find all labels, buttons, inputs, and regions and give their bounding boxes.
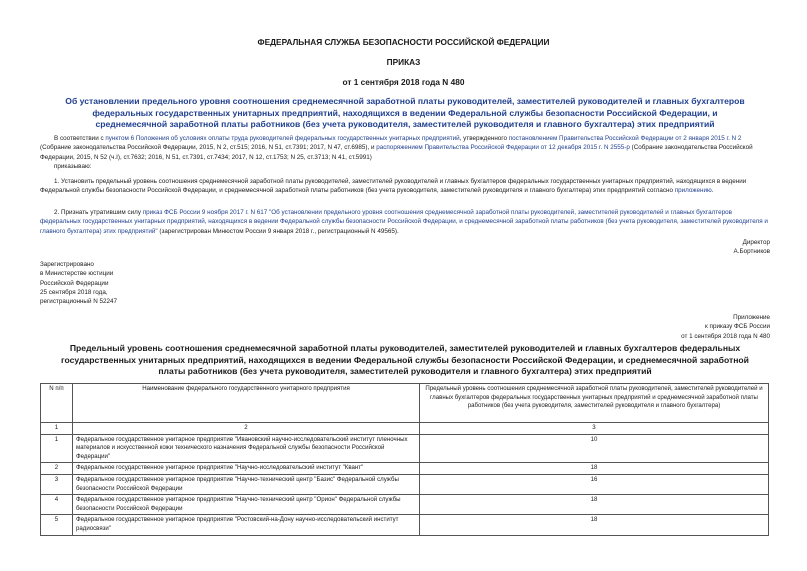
enterprise-name-cell: Федеральное государственное унитарное предприятие "Научно-технический центр "Базис" Федеральной службы безопасности Российской Федерации [73, 474, 420, 494]
regulation-link[interactable]: пунктом 6 Положения об условиях оплаты труда руководителей федеральных государственных унитарных предприятий [105, 135, 460, 142]
row-number-cell: 1 [41, 434, 73, 463]
table-row [41, 463, 769, 475]
column-number-cell: 3 [420, 423, 769, 435]
row-number-cell: 2 [41, 463, 73, 475]
enterprise-name-cell: Федеральное государственное унитарное предприятие "Ростовский-на-Дону научно-исследовательский институт радиосвязи" [73, 515, 420, 535]
item-2-text: 2. Признать утратившим силу [54, 209, 143, 216]
row-number-cell: 5 [41, 515, 73, 535]
appendix-ref-line: от 1 сентября 2018 года N 480 [681, 332, 770, 340]
header-cell-name: Наименование федерального государственного унитарного предприятия [73, 384, 420, 423]
table-header-row [41, 384, 769, 423]
repealed-order-link[interactable]: приказ ФСБ России 9 ноября 2017 г. N 617 "Об установлении предельного уровня соотношения среднемесячной заработной платы руководителей, заместителей руководителей и главных бухгалтеров федеральных государственных унитарных предприятий, находящихся в ведении Федеральной службы безопасности Российской Федерации, и среднемесячной заработной платы работников (без учета руководителя, заместителей руководителя и главного бухгалтера) этих предприятий" [40, 209, 768, 235]
enterprise-name-cell: Федеральное государственное унитарное предприятие "Ивановский научно-исследовательский институт пленочных материалов и искусственной кожи технического назначения Федеральной службы безопасности Российской Федерации" [73, 434, 420, 463]
preamble-text: В соответствии с [54, 135, 106, 142]
order-word: приказываю: [54, 163, 92, 170]
registration-line: в Министерстве юстиции [40, 270, 114, 278]
enterprise-name-cell: Федеральное государственное унитарное предприятие "Научно-исследовательский институт "Квант" [73, 463, 420, 475]
ratio-cell: 18 [420, 463, 769, 475]
doc-date-number: от 1 сентября 2018 года N 480 [342, 77, 465, 87]
item-2-text: (зарегистрирован Минюстом России 9 января 2018 г., регистрационный N 49565). [157, 227, 399, 235]
item-1-text: 1. Установить предельный уровень соотношения среднемесячной заработной платы руководителей, заместителей руководителей и главных бухгалтеров федеральных государственных унитарных предприятий, находящихся в ведении Федеральной службы безопасности Российской Федерации, и среднемесячной заработной платы работников (без учета руководителя, заместителей руководителя и главного бухгалтера) этих предприятий согласно [40, 178, 747, 195]
registration-line: регистрационный N 52247 [40, 298, 118, 306]
column-number-cell: 1 [41, 423, 73, 435]
registration-line: Российской Федерации [40, 279, 109, 287]
signature-block [734, 238, 771, 257]
table-row [41, 474, 769, 494]
government-decree-link[interactable]: постановлением Правительства Российской Федерации от 2 января 2015 г. N 2 [508, 135, 742, 142]
ratio-cell: 10 [420, 434, 769, 463]
ratio-cell: 18 [420, 495, 769, 515]
registration-block [40, 260, 117, 306]
ratio-cell: 18 [420, 515, 769, 535]
item-2-paragraph [40, 208, 770, 236]
appendix-ref-line: Приложение [733, 314, 770, 321]
item-1-end: . [711, 187, 714, 195]
column-number-cell: 2 [73, 423, 420, 435]
enterprise-name-cell: Федеральное государственное унитарное предприятие "Научно-технический центр "Орион" Федеральной службы безопасности Российской Федерации [73, 495, 420, 515]
preamble-text: (Собрание законодательства Российской Федерации, 2015, N 52 (ч.I), ст.7632; 2016, N 51, ст.7391, ст.7434; 2017, N 12, ст.1753; N 25, ст.3713; N 41, ст.5991) [40, 144, 753, 161]
appendix-reference [681, 313, 770, 341]
enterprises-table [40, 383, 769, 536]
ratio-cell: 16 [420, 474, 769, 494]
appendix-link[interactable]: приложению [674, 187, 712, 195]
preamble-text: , утвержденного [459, 135, 509, 142]
header-cell-ratio: Предельный уровень соотношения среднемесячной заработной платы руководителей, заместителей руководителей и главных бухгалтеров федеральных государственных унитарных предприятий и среднемесячной заработной платы работников (без учета руководителя, заместителей руководителя и главного бухгалтера) [420, 384, 769, 423]
table-row [41, 495, 769, 515]
order-title: Об установлении предельного уровня соотношения среднемесячной заработной платы руководителей, заместителей руководителей и главных бухгалтеров федеральных государственных унитарных предприятий, находящихся в ведении Федеральной службы безопасности Российской Федерации, и среднемесячной заработной платы работников (без учета руководителя, заместителей руководителя и главного бухгалтера) этих предприятий [65, 96, 745, 129]
appendix-ref-line: к приказу ФСБ России [705, 323, 770, 331]
signature-name: А.Бортников [733, 248, 770, 256]
registration-line: 25 сентября 2018 года, [40, 288, 108, 296]
agency-heading: ФЕДЕРАЛЬНАЯ СЛУЖБА БЕЗОПАСНОСТИ РОССИЙСКОЙ ФЕДЕРАЦИИ [257, 37, 550, 47]
header-cell-number: N п/п [41, 384, 73, 423]
item-1-paragraph [40, 177, 770, 196]
table-row [41, 434, 769, 463]
row-number-cell: 4 [41, 495, 73, 515]
registration-line: Зарегистрировано [40, 261, 94, 268]
appendix-title: Предельный уровень соотношения среднемесячной заработной платы руководителей, заместителей руководителей и главных бухгалтеров федеральных государственных унитарных предприятий, находящихся в ведении Федеральной службы безопасности Российской Федерации, и среднемесячной заработной платы работников (без учета руководителя, заместителей руководителя и главного бухгалтера) этих предприятий [61, 343, 749, 376]
preamble-text: (Собрание законодательства Российской Федерации, 2015, N 2, ст.515; 2016, N 51, ст.7391; 2017, N 47, ст.6985), и [40, 144, 377, 152]
government-order-link[interactable]: распоряжением Правительства Российской Федерации от 12 декабря 2015 г. N 2555-р [376, 144, 630, 152]
row-number-cell: 3 [41, 474, 73, 494]
table-row [41, 515, 769, 535]
column-number-row [41, 423, 769, 435]
doc-type-heading: ПРИКАЗ [386, 57, 421, 67]
preamble-paragraph [40, 134, 770, 162]
signature-position: Директор [742, 239, 770, 246]
